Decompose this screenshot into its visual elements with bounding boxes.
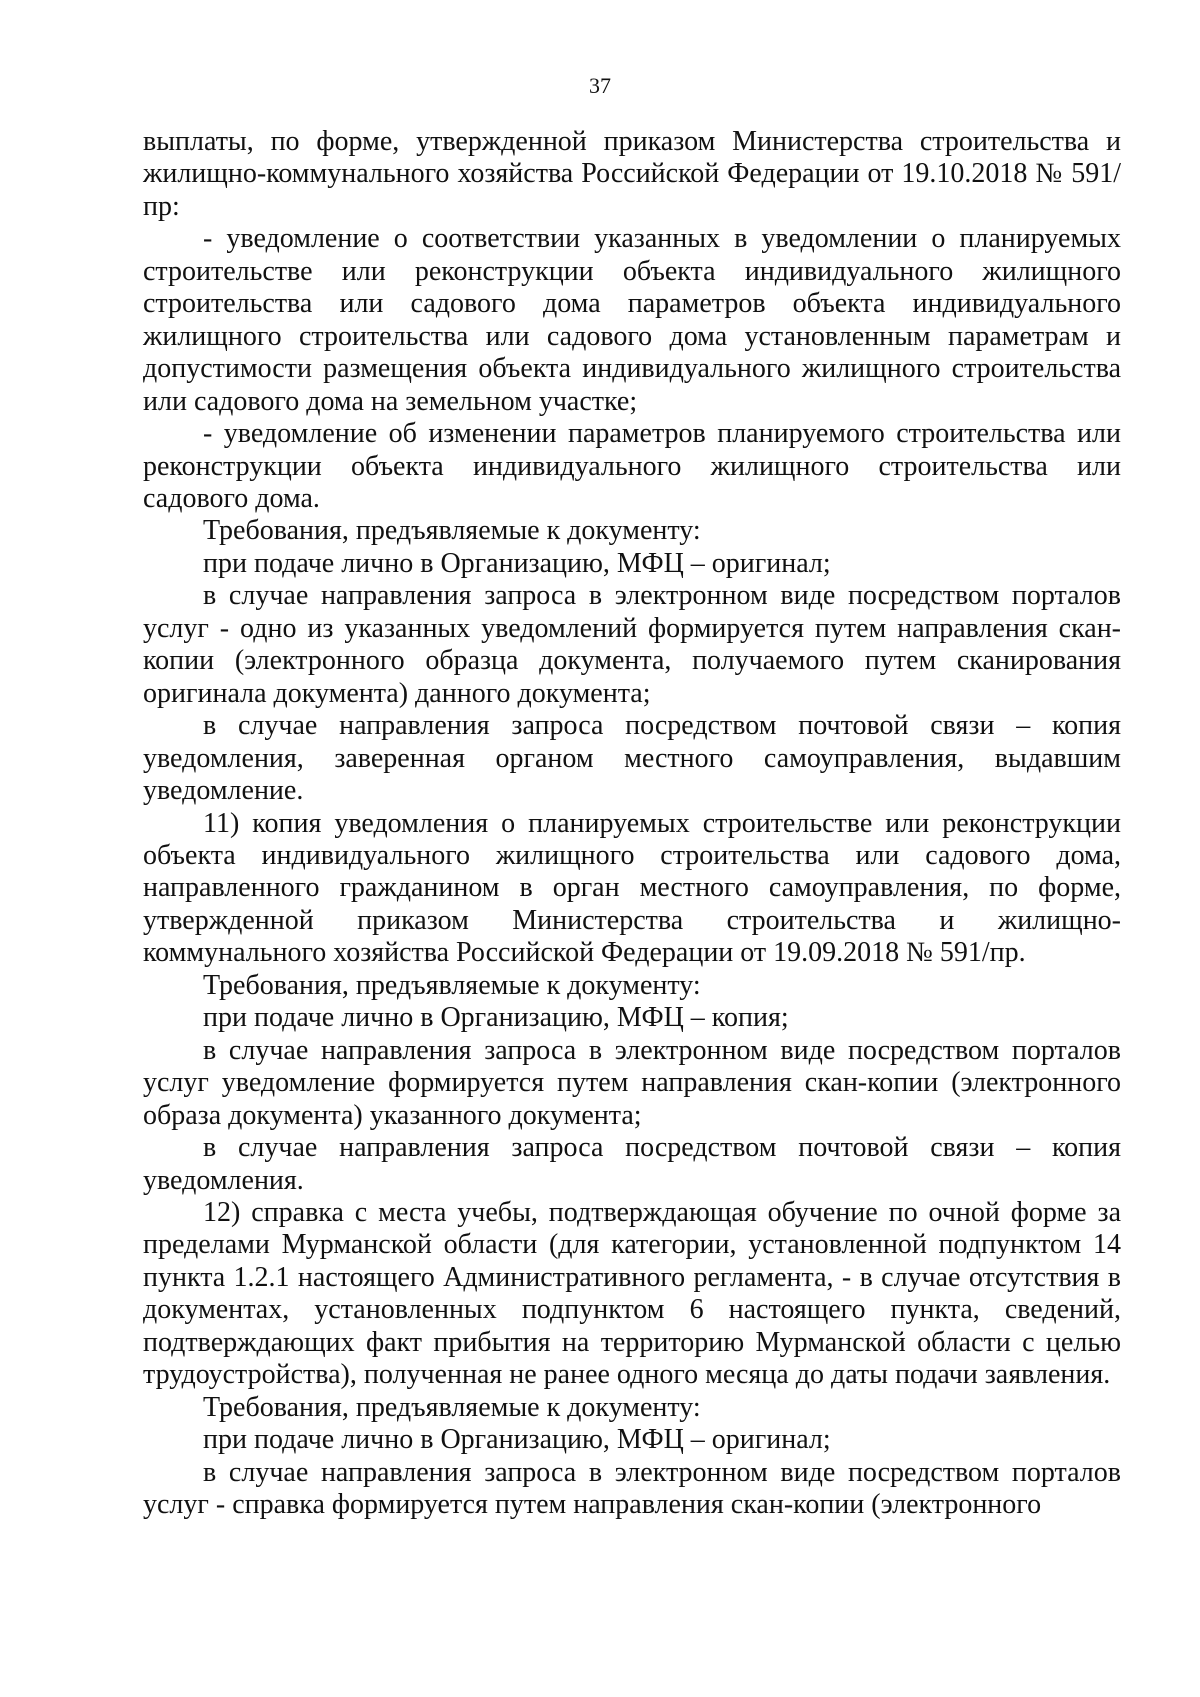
paragraph: выплаты, по форме, утвержденной приказом Министерства строительства и жилищно-коммунального хозяйства Российской Федерации от 19.10.2018 № 591/пр: [143,126,1121,222]
document-body [143,126,1121,1521]
paragraph: в случае направления запроса в электронном виде посредством порталов услуг - справка формируется путем направления скан-копии (электронного [143,1456,1121,1521]
paragraph: при подаче лично в Организацию, МФЦ – копия; [203,1002,789,1034]
paragraph: 11) копия уведомления о планируемых строительстве или реконструкции объекта индивидуального жилищного строительства или садового дома, направленного гражданином в орган местного самоуправления, по форме, утвержденной приказом Министерства строительства и жилищно-коммунального хозяйства Российской Федерации от 19.09.2018 № 591/пр. [143,807,1121,969]
paragraph: 12) справка с места учебы, подтверждающая обучение по очной форме за пределами Мурманской области (для категории, установленной подпунктом 14 пункта 1.2.1 настоящего Административного регламента, - в случае отсутствия в документах, установленных подпунктом 6 настоящего пункта, сведений, подтверждающих факт прибытия на территорию Мурманской области с целью трудоустройства), полученная не ранее одного месяца до даты подачи заявления. [143,1196,1121,1391]
page-number: 37 [589,73,611,98]
paragraph: Требования, предъявляемые к документу: [203,1391,701,1423]
paragraph: в случае направления запроса в электронном виде посредством порталов услуг - одно из указанных уведомлений формируется путем направления скан-копии (электронного образца документа, получаемого путем сканирования оригинала документа) данного документа; [143,580,1121,709]
paragraph: в случае направления запроса посредством почтовой связи – копия уведомления, заверенная органом местного самоуправления, выдавшим уведомление. [143,710,1121,807]
paragraph: в случае направления запроса посредством почтовой связи – копия уведомления. [143,1132,1121,1196]
paragraph: при подаче лично в Организацию, МФЦ – оригинал; [203,547,831,579]
paragraph: - уведомление о соответствии указанных в уведомлении о планируемых строительстве или реконструкции объекта индивидуального жилищного строительства или садового дома параметров объекта индивидуального жилищного строительства или садового дома установленным параметрам и допустимости размещения объекта индивидуального жилищного строительства или садового дома на земельном участке; [143,223,1121,417]
paragraph: - уведомление об изменении параметров планируемого строительства или реконструкции объекта индивидуального жилищного строительства или садового дома. [143,418,1121,514]
paragraph: при подаче лично в Организацию, МФЦ – оригинал; [203,1424,831,1456]
paragraph: в случае направления запроса в электронном виде посредством порталов услуг уведомление формируется путем направления скан-копии (электронного образа документа) указанного документа; [143,1034,1121,1131]
paragraph: Требования, предъявляемые к документу: [203,969,701,1001]
paragraph: Требования, предъявляемые к документу: [203,515,701,547]
